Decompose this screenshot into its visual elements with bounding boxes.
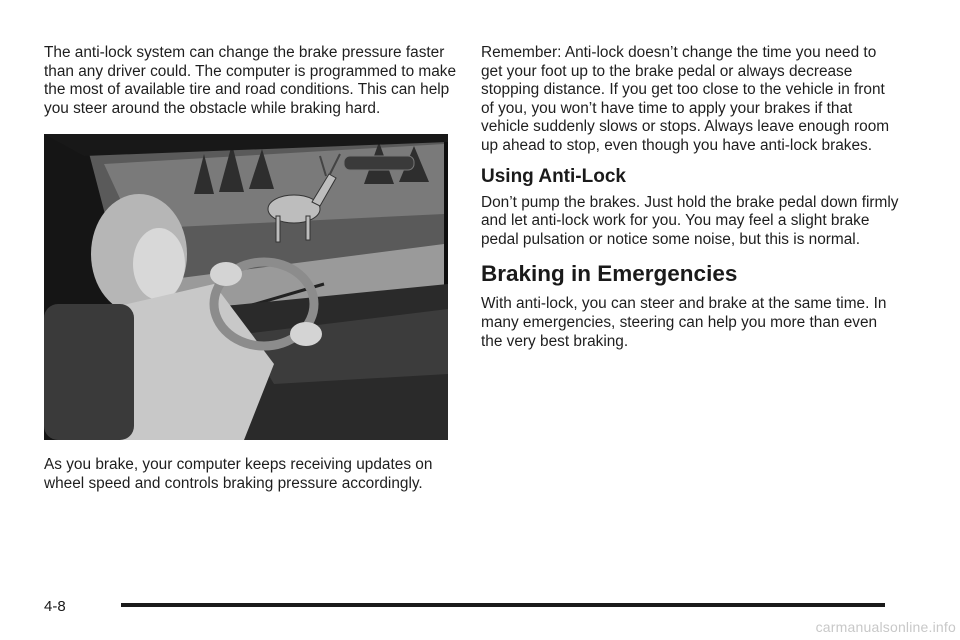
- body-paragraph: Remember: Anti-lock doesn’t change the time you need to get your foot up to the brake pedal or always decrease stopping distance. If you get too close to the vehicle in front of you, you won’t have time to apply your brakes if that vehicle suddenly slows or stops. Always leave enough room up ahead to stop, even though you have anti-lock brakes.: [481, 44, 890, 154]
- body-paragraph: As you brake, your computer keeps receiving updates on wheel speed and controls braking pressure accordingly.: [44, 456, 433, 492]
- page-number: 4-8: [44, 598, 66, 615]
- footer-rule: [121, 603, 885, 607]
- right-column: [481, 44, 901, 351]
- section-heading: Braking in Emergencies: [481, 261, 738, 287]
- illustration-driver-braking: [44, 134, 448, 440]
- watermark: carmanualsonline.info: [815, 619, 956, 635]
- body-paragraph: Don’t pump the brakes. Just hold the brake pedal down firmly and let anti-lock work for you. You may feel a slight brake pedal pulsation or notice some noise, but this is normal.: [481, 193, 899, 248]
- body-paragraph: With anti-lock, you can steer and brake at the same time. In many emergencies, steering can help you more than even the very best braking.: [481, 295, 887, 350]
- body-paragraph: The anti-lock system can change the brake pressure faster than any driver could. The computer is programmed to make the most of available tire and road conditions. This can help you steer around the obstacle while braking hard.: [44, 44, 457, 117]
- left-column: [44, 44, 458, 494]
- section-heading: Using Anti-Lock: [481, 165, 626, 187]
